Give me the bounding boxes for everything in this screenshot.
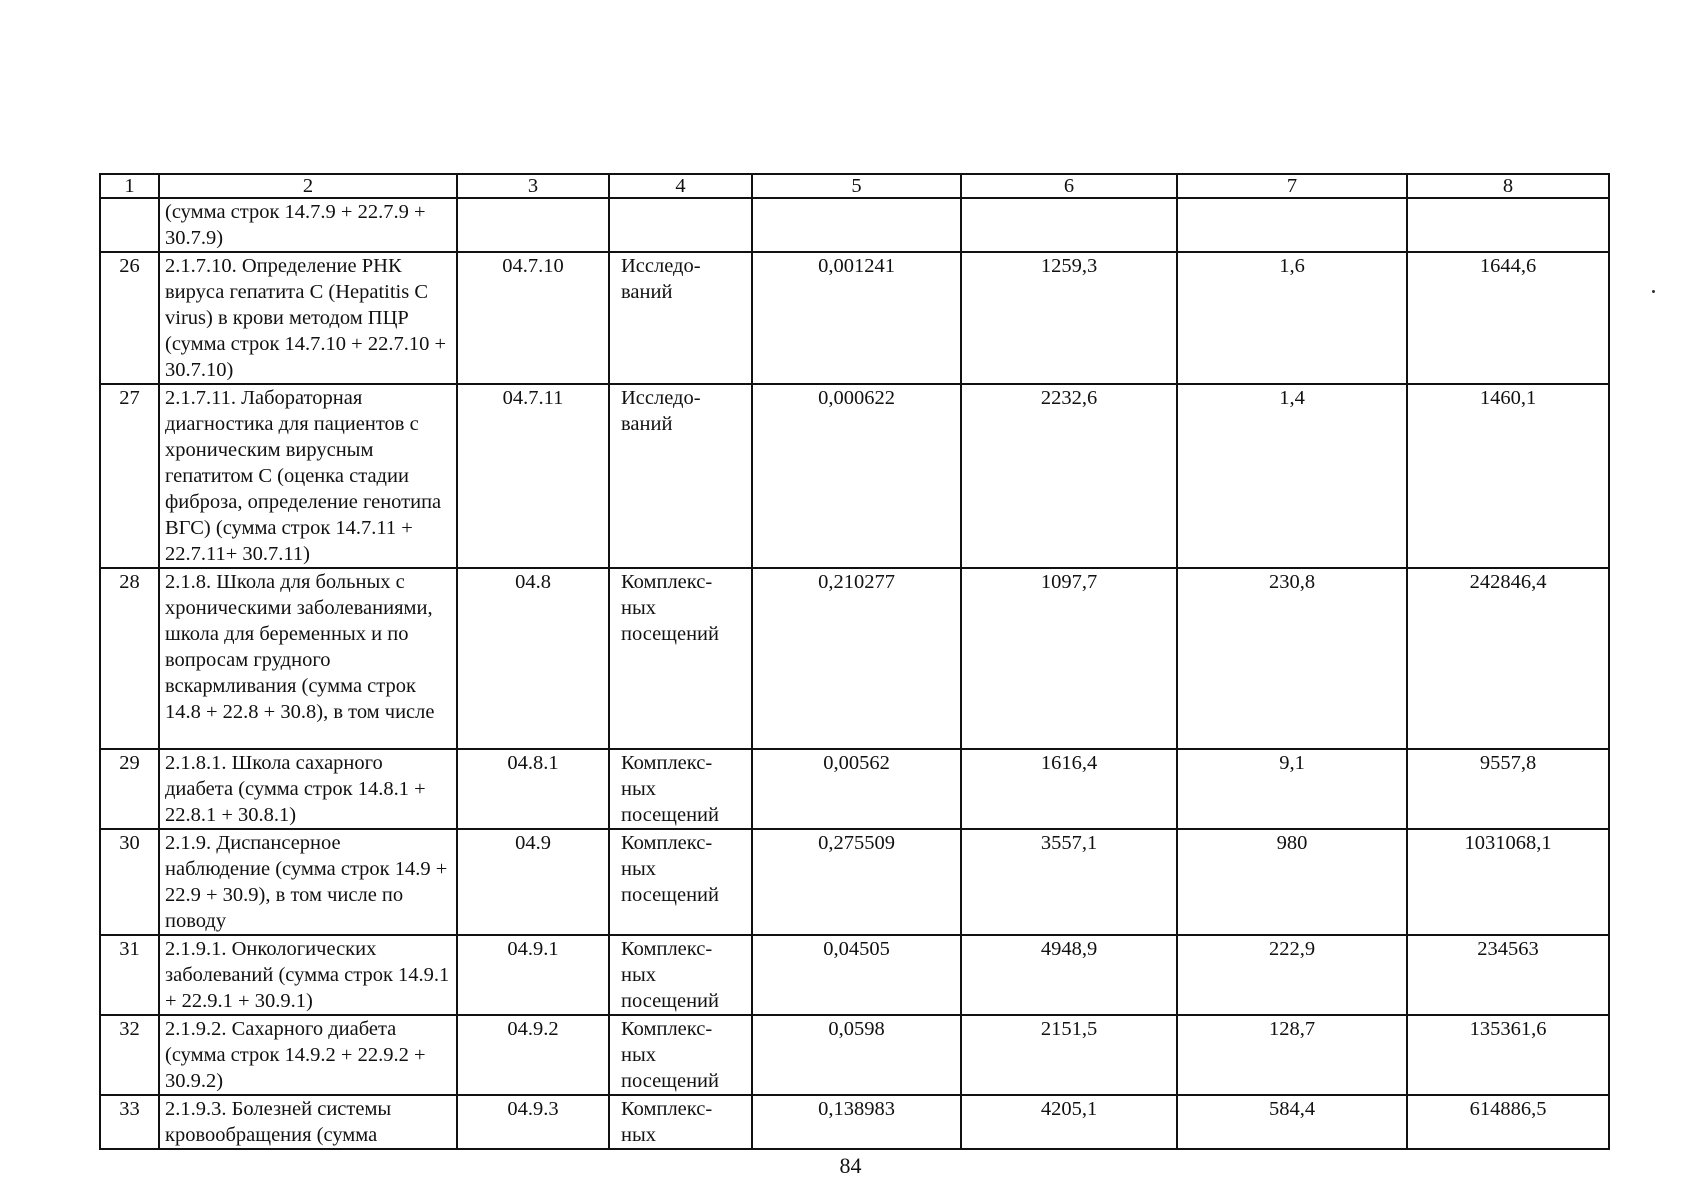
table-row xyxy=(100,568,1609,749)
row-number-cell xyxy=(100,198,159,252)
row-col6-cell: 3557,1 xyxy=(961,829,1177,935)
row-col8-cell: 614886,5 xyxy=(1407,1095,1609,1149)
column-header: 3 xyxy=(457,174,609,198)
row-unit-cell: Комплекс-ных посещений xyxy=(609,568,752,749)
row-code-cell: 04.9.2 xyxy=(457,1015,609,1095)
row-unit-cell: Исследо-ваний xyxy=(609,384,752,568)
row-col7-cell: 222,9 xyxy=(1177,935,1407,1015)
row-col5-cell: 0,275509 xyxy=(752,829,961,935)
row-code-cell: 04.9.1 xyxy=(457,935,609,1015)
column-header: 5 xyxy=(752,174,961,198)
row-unit-cell: Комплекс-ных посещений xyxy=(609,1015,752,1095)
column-header: 4 xyxy=(609,174,752,198)
row-col6-cell: 4205,1 xyxy=(961,1095,1177,1149)
row-col6-cell: 2232,6 xyxy=(961,384,1177,568)
row-col8-cell: 242846,4 xyxy=(1407,568,1609,749)
row-col6-cell: 1259,3 xyxy=(961,252,1177,384)
row-name-cell: 2.1.7.11. Лабораторная диагностика для пациентов с хроническим вирусным гепатитом С (оценка стадии фиброза, определение генотипа ВГС) (сумма строк 14.7.11 + 22.7.11+ 30.7.11) xyxy=(159,384,457,568)
row-col7-cell: 128,7 xyxy=(1177,1015,1407,1095)
table-row xyxy=(100,198,1609,252)
row-col5-cell: 0,04505 xyxy=(752,935,961,1015)
table-row xyxy=(100,384,1609,568)
table-row xyxy=(100,1015,1609,1095)
table-row xyxy=(100,1095,1609,1149)
column-header: 2 xyxy=(159,174,457,198)
row-col8-cell: 1644,6 xyxy=(1407,252,1609,384)
row-unit-cell: Комплекс-ных посещений xyxy=(609,749,752,829)
row-unit-cell: Комплекс-ных посещений xyxy=(609,935,752,1015)
page-number: 84 xyxy=(839,1153,862,1178)
row-number-cell: 27 xyxy=(100,384,159,568)
row-col8-cell: 234563 xyxy=(1407,935,1609,1015)
row-name-cell: 2.1.9.2. Сахарного диабета (сумма строк 14.9.2 + 22.9.2 + 30.9.2) xyxy=(159,1015,457,1095)
row-name-cell: 2.1.9.1. Онкологических заболеваний (сумма строк 14.9.1 + 22.9.1 + 30.9.1) xyxy=(159,935,457,1015)
column-header: 8 xyxy=(1407,174,1609,198)
row-col5-cell: 0,0598 xyxy=(752,1015,961,1095)
row-name-cell: 2.1.7.10. Определение РНК вируса гепатита С (Hepatitis С virus) в крови методом ПЦР (сумма строк 14.7.10 + 22.7.10 + 30.7.10) xyxy=(159,252,457,384)
row-code-cell: 04.7.10 xyxy=(457,252,609,384)
row-col6-cell: 1616,4 xyxy=(961,749,1177,829)
row-code-cell xyxy=(457,198,609,252)
column-number-row xyxy=(100,174,1609,198)
scan-speck xyxy=(1652,290,1655,293)
row-col6-cell: 2151,5 xyxy=(961,1015,1177,1095)
row-unit-cell xyxy=(609,198,752,252)
row-number-cell: 33 xyxy=(100,1095,159,1149)
row-col6-cell: 1097,7 xyxy=(961,568,1177,749)
row-col5-cell: 0,138983 xyxy=(752,1095,961,1149)
row-col5-cell: 0,00562 xyxy=(752,749,961,829)
row-col7-cell: 9,1 xyxy=(1177,749,1407,829)
row-number-cell: 30 xyxy=(100,829,159,935)
table-row xyxy=(100,935,1609,1015)
row-unit-cell: Комплекс-ных xyxy=(609,1095,752,1149)
row-col5-cell: 0,000622 xyxy=(752,384,961,568)
row-col8-cell xyxy=(1407,198,1609,252)
row-col8-cell: 1460,1 xyxy=(1407,384,1609,568)
column-header: 1 xyxy=(100,174,159,198)
document-table-region xyxy=(99,173,1610,1150)
row-col8-cell: 1031068,1 xyxy=(1407,829,1609,935)
row-code-cell: 04.8.1 xyxy=(457,749,609,829)
row-col6-cell xyxy=(961,198,1177,252)
row-unit-cell: Комплекс-ных посещений xyxy=(609,829,752,935)
table-row xyxy=(100,252,1609,384)
row-name-cell: 2.1.9.3. Болезней системы кровообращения (сумма xyxy=(159,1095,457,1149)
row-col7-cell: 230,8 xyxy=(1177,568,1407,749)
row-code-cell: 04.9 xyxy=(457,829,609,935)
row-col7-cell xyxy=(1177,198,1407,252)
data-table xyxy=(99,173,1610,1150)
column-header: 6 xyxy=(961,174,1177,198)
row-code-cell: 04.9.3 xyxy=(457,1095,609,1149)
column-header: 7 xyxy=(1177,174,1407,198)
row-col7-cell: 584,4 xyxy=(1177,1095,1407,1149)
row-col7-cell: 1,4 xyxy=(1177,384,1407,568)
row-col8-cell: 135361,6 xyxy=(1407,1015,1609,1095)
row-number-cell: 29 xyxy=(100,749,159,829)
row-col8-cell: 9557,8 xyxy=(1407,749,1609,829)
row-col5-cell: 0,001241 xyxy=(752,252,961,384)
row-name-cell: 2.1.8. Школа для больных с хроническими заболеваниями, школа для беременных и по вопросам грудного вскармливания (сумма строк 14.8 + 22.8 + 30.8), в том числе xyxy=(159,568,457,749)
row-col5-cell: 0,210277 xyxy=(752,568,961,749)
row-code-cell: 04.8 xyxy=(457,568,609,749)
row-col7-cell: 1,6 xyxy=(1177,252,1407,384)
row-number-cell: 31 xyxy=(100,935,159,1015)
row-name-cell: 2.1.8.1. Школа сахарного диабета (сумма строк 14.8.1 + 22.8.1 + 30.8.1) xyxy=(159,749,457,829)
row-col7-cell: 980 xyxy=(1177,829,1407,935)
row-number-cell: 26 xyxy=(100,252,159,384)
table-row xyxy=(100,749,1609,829)
row-name-cell: (сумма строк 14.7.9 + 22.7.9 + 30.7.9) xyxy=(159,198,457,252)
row-name-cell: 2.1.9. Диспансерное наблюдение (сумма строк 14.9 + 22.9 + 30.9), в том числе по поводу xyxy=(159,829,457,935)
row-code-cell: 04.7.11 xyxy=(457,384,609,568)
row-col5-cell xyxy=(752,198,961,252)
row-col6-cell: 4948,9 xyxy=(961,935,1177,1015)
table-row xyxy=(100,829,1609,935)
row-number-cell: 32 xyxy=(100,1015,159,1095)
row-number-cell: 28 xyxy=(100,568,159,749)
row-unit-cell: Исследо-ваний xyxy=(609,252,752,384)
